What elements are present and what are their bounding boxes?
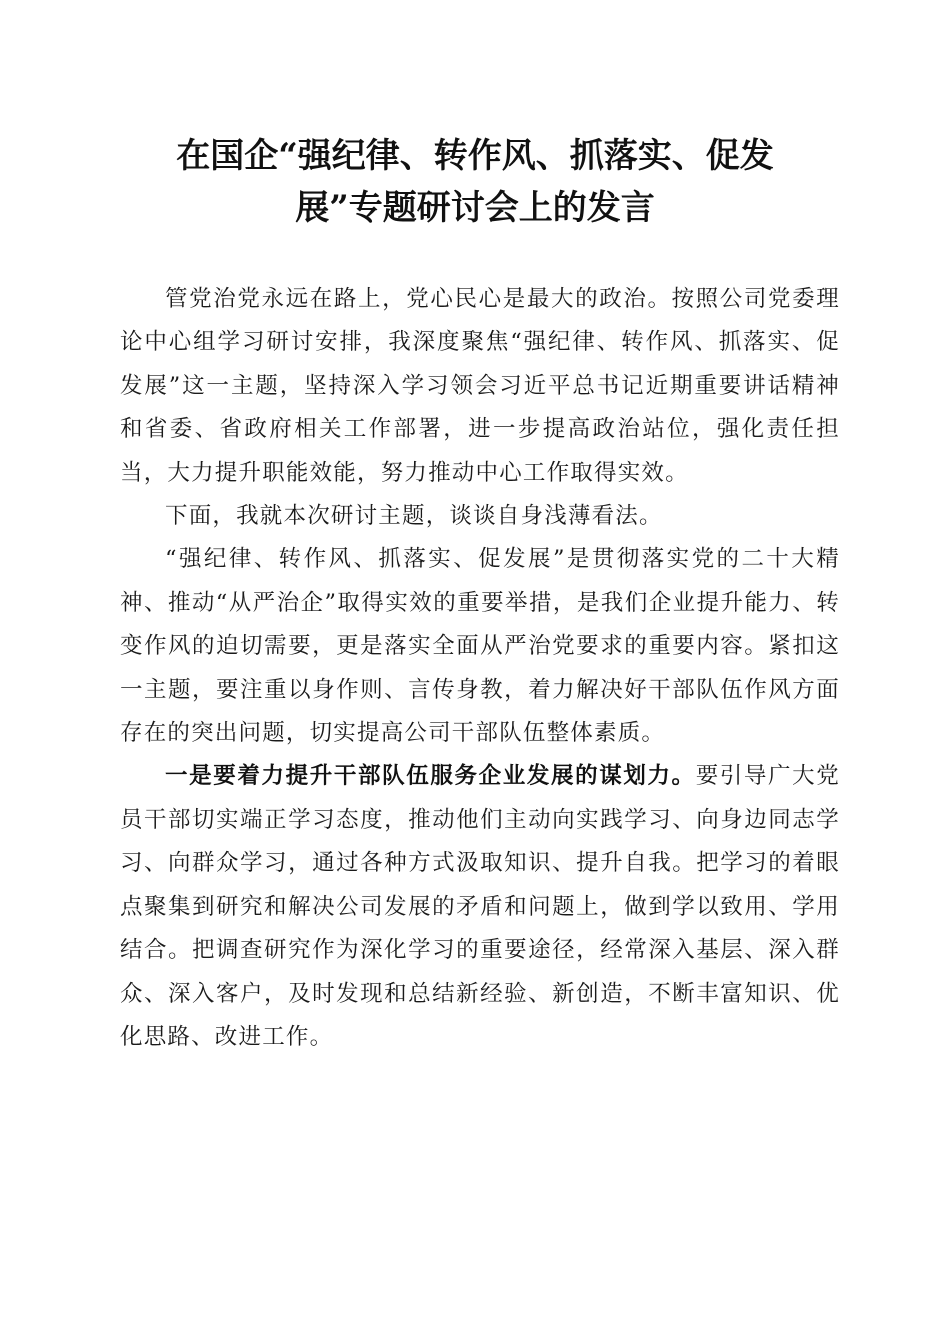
paragraph-transition (120, 495, 840, 538)
document-body (120, 278, 840, 1059)
title-line-1: 在国企“强纪律、转作风、抓落实、促发 (176, 136, 774, 176)
title-line-2: 展”专题研讨会上的发言 (295, 188, 655, 228)
paragraph-text: 下面，我就本次研讨主题，谈谈自身浅薄看法。 (165, 503, 663, 530)
document-title (110, 130, 840, 234)
paragraph-text: 要引导广大党员干部切实端正学习态度，推动他们主动向实践学习、向身边同志学习、向群众学习，通过各种方式汲取知识、提升自我。把学习的着眼点聚集到研究和解决公司发展的矛盾和问题上，做到学以致用、学用结合。把调查研究作为深化学习的重要途径，经常深入基层、深入群众、深入客户，及时发现和总结新经验、新创造，不断丰富知识、优化思路、改进工作。 (120, 763, 840, 1050)
paragraph-point-one (120, 755, 840, 1059)
paragraph-intro (120, 278, 840, 495)
paragraph-lead-sentence: 一是要着力提升干部队伍服务企业发展的谋划力。 (165, 763, 696, 790)
paragraph-text: 管党治党永远在路上，党心民心是最大的政治。按照公司党委理论中心组学习研讨安排，我深度聚焦“强纪律、转作风、抓落实、促发展”这一主题，坚持深入学习领会习近平总书记近期重要讲话精神和省委、省政府相关工作部署，进一步提高政治站位，强化责任担当，大力提升职能效能，努力推动中心工作取得实效。 (120, 286, 840, 486)
paragraph-text: “强纪律、转作风、抓落实、促发展”是贯彻落实党的二十大精神、推动“从严治企”取得实效的重要举措，是我们企业提升能力、转变作风的迫切需要，更是落实全面从严治党要求的重要内容。紧扣这一主题，要注重以身作则、言传身教，着力解决好干部队伍作风方面存在的突出问题，切实提高公司干部队伍整体素质。 (120, 546, 840, 747)
paragraph-theme (120, 538, 840, 755)
